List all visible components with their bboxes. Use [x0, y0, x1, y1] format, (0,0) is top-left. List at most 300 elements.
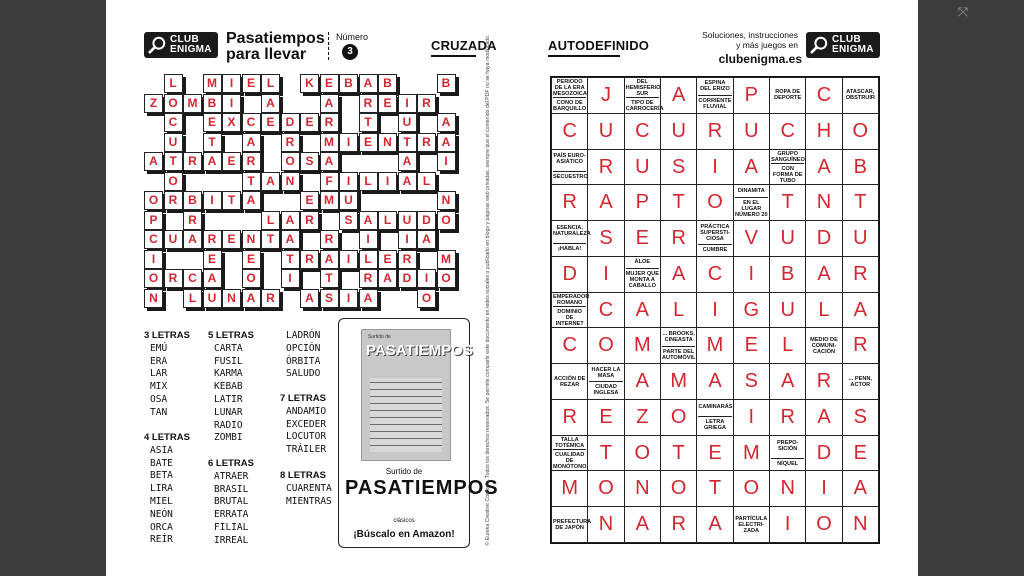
- crossword-cell[interactable]: I: [339, 172, 358, 191]
- autodefinido-clue-cell: [551, 220, 591, 257]
- word-list-item: BRASIL: [214, 483, 249, 495]
- word-list-item: MIENTRAS: [286, 495, 332, 507]
- autodefinido-letter-cell[interactable]: A: [805, 399, 842, 436]
- crossword-cell[interactable]: R: [242, 152, 261, 171]
- crossword-cell[interactable]: I: [359, 230, 378, 249]
- crossword-cell[interactable]: A: [437, 113, 456, 132]
- autodefinido-letter-cell[interactable]: M: [660, 363, 697, 400]
- word-list-item: OSA: [150, 393, 168, 405]
- crossword-cell[interactable]: A: [398, 152, 417, 171]
- autodefinido-letter-cell[interactable]: D: [805, 435, 842, 472]
- crossword-cell[interactable]: R: [164, 269, 183, 288]
- word-list-heading: 5 LETRAS: [208, 330, 254, 341]
- autodefinido-letter-cell[interactable]: V: [733, 220, 770, 257]
- autodefinido-letter-cell[interactable]: T: [660, 184, 697, 221]
- crossword-cell[interactable]: U: [164, 230, 183, 249]
- autodefinido-letter-cell[interactable]: O: [587, 327, 624, 364]
- autodefinido-letter-cell[interactable]: O: [660, 470, 697, 507]
- word-list: [280, 470, 332, 508]
- clue-text: DINAMITA: [737, 187, 765, 194]
- crossword-cell[interactable]: A: [242, 289, 261, 308]
- word-list-item: BRUTAL: [214, 496, 249, 508]
- autodefinido-letter-cell[interactable]: A: [696, 506, 733, 543]
- crossword-cell[interactable]: L: [417, 172, 436, 191]
- crossword-cell[interactable]: M: [320, 133, 339, 152]
- clue-text: ACCIÓN DE REZAR: [553, 375, 586, 388]
- crossword-cell[interactable]: E: [261, 113, 280, 132]
- autodefinido-letter-cell[interactable]: R: [587, 149, 624, 186]
- clue-text: PREFECTURA DE JAPÓN: [553, 518, 592, 531]
- autodefinido-letter-cell[interactable]: A: [733, 149, 770, 186]
- crossword-cell[interactable]: L: [183, 289, 202, 308]
- crossword-cell[interactable]: M: [183, 94, 202, 113]
- clue-text: PARTE DEL AUTOMÓVIL: [662, 346, 695, 361]
- amazon-cta[interactable]: ¡Búscalo en Amazon!: [353, 529, 455, 540]
- crossword-cell[interactable]: I: [339, 133, 358, 152]
- word-list: [144, 432, 190, 547]
- crossword-cell[interactable]: R: [300, 211, 319, 230]
- autodefinido-letter-cell[interactable]: S: [733, 363, 770, 400]
- crossword-cell[interactable]: I: [437, 152, 456, 171]
- crossword-cell[interactable]: A: [281, 230, 300, 249]
- crossword-cell[interactable]: R: [261, 289, 280, 308]
- autodefinido-letter-cell[interactable]: D: [551, 256, 588, 293]
- autodefinido-letter-cell[interactable]: T: [842, 184, 879, 221]
- word-list-item: TAN: [150, 406, 168, 418]
- crossword-cell[interactable]: O: [164, 172, 183, 191]
- autodefinido-letter-cell[interactable]: L: [660, 292, 697, 329]
- crossword-cell[interactable]: T: [359, 113, 378, 132]
- autodefinido-letter-cell[interactable]: A: [660, 256, 697, 293]
- crossword-cell[interactable]: O: [164, 94, 183, 113]
- word-list-item: NEÓN: [150, 508, 173, 520]
- crossword-cell[interactable]: I: [144, 250, 163, 269]
- autodefinido-letter-cell[interactable]: P: [733, 77, 770, 114]
- crossword-cell[interactable]: E: [320, 74, 339, 93]
- crossword-cell[interactable]: T: [398, 133, 417, 152]
- autodefinido-letter-cell[interactable]: T: [769, 184, 806, 221]
- title-line1: Pasatiempos: [226, 30, 325, 47]
- crossword-cell[interactable]: T: [242, 172, 261, 191]
- autodefinido-letter-cell[interactable]: O: [842, 113, 879, 150]
- autodefinido-letter-cell[interactable]: I: [733, 256, 770, 293]
- autodefinido-letter-cell[interactable]: O: [696, 184, 733, 221]
- autodefinido-clue-cell: [842, 363, 879, 400]
- autodefinido-letter-cell[interactable]: T: [587, 435, 624, 472]
- autodefinido-letter-cell[interactable]: R: [805, 363, 842, 400]
- autodefinido-letter-cell[interactable]: P: [624, 184, 661, 221]
- autodefinido-letter-cell[interactable]: U: [587, 113, 624, 150]
- word-list-item: EMÚ: [150, 342, 168, 354]
- autodefinido-letter-cell[interactable]: O: [660, 399, 697, 436]
- crossword-cell[interactable]: F: [320, 172, 339, 191]
- crossword-cell[interactable]: R: [359, 94, 378, 113]
- autodefinido-clue-cell: [696, 77, 733, 114]
- crossword-cell[interactable]: T: [164, 152, 183, 171]
- crossword-cell[interactable]: U: [339, 191, 358, 210]
- crossword-cell[interactable]: N: [281, 172, 300, 191]
- crossword-cell[interactable]: P: [144, 211, 163, 230]
- crossword-cell[interactable]: R: [417, 94, 436, 113]
- crossword-cell[interactable]: I: [339, 289, 358, 308]
- crossword-cell[interactable]: K: [300, 74, 319, 93]
- crossword-cell[interactable]: O: [437, 211, 456, 230]
- autodefinido-letter-cell[interactable]: S: [587, 220, 624, 257]
- crossword-cell[interactable]: A: [144, 152, 163, 171]
- crossword-cell[interactable]: C: [242, 113, 261, 132]
- crossword-cell[interactable]: R: [183, 152, 202, 171]
- autodefinido-letter-cell[interactable]: E: [696, 435, 733, 472]
- crossword-cell[interactable]: L: [261, 74, 280, 93]
- autodefinido-letter-cell[interactable]: M: [624, 327, 661, 364]
- crossword-cell[interactable]: A: [242, 191, 261, 210]
- autodefinido-letter-cell[interactable]: C: [551, 113, 588, 150]
- crossword-cell[interactable]: A: [281, 211, 300, 230]
- crossword-cell[interactable]: X: [222, 113, 241, 132]
- crossword-cell[interactable]: I: [339, 250, 358, 269]
- autodefinido-letter-cell[interactable]: L: [769, 327, 806, 364]
- autodefinido-letter-cell[interactable]: B: [842, 149, 879, 186]
- word-list-heading: 7 LETRAS: [280, 393, 326, 404]
- autodefinido-letter-cell[interactable]: O: [805, 506, 842, 543]
- autodefinido-letter-cell[interactable]: D: [805, 220, 842, 257]
- autodefinido-letter-cell[interactable]: S: [660, 149, 697, 186]
- word-list-item: BATE: [150, 457, 173, 469]
- crossword-cell[interactable]: A: [398, 172, 417, 191]
- autodefinido-letter-cell[interactable]: R: [696, 113, 733, 150]
- crossword-cell[interactable]: I: [281, 269, 300, 288]
- autodefinido-letter-cell[interactable]: H: [805, 113, 842, 150]
- word-list: [286, 330, 320, 381]
- crossword-cell[interactable]: R: [164, 191, 183, 210]
- crossword-cell[interactable]: U: [398, 211, 417, 230]
- autodefinido-letter-cell[interactable]: I: [696, 149, 733, 186]
- word-list-item: FUSIL: [214, 355, 243, 367]
- crossword-cell[interactable]: E: [300, 191, 319, 210]
- autodefinido-letter-cell[interactable]: I: [805, 470, 842, 507]
- crossword-cell[interactable]: B: [378, 74, 397, 93]
- crossword-cell[interactable]: T: [203, 133, 222, 152]
- autodefinido-letter-cell[interactable]: N: [842, 506, 879, 543]
- autodefinido-letter-cell[interactable]: S: [842, 399, 879, 436]
- crossword-cell[interactable]: I: [222, 74, 241, 93]
- word-list-item: LATIR: [214, 393, 243, 405]
- autodefinido-letter-cell[interactable]: A: [624, 292, 661, 329]
- crossword-cell[interactable]: N: [437, 191, 456, 210]
- autodefinido-letter-cell[interactable]: R: [842, 327, 879, 364]
- autodefinido-letter-cell[interactable]: N: [805, 184, 842, 221]
- crossword-cell[interactable]: B: [183, 191, 202, 210]
- crossword-cell[interactable]: L: [378, 211, 397, 230]
- autodefinido-letter-cell[interactable]: R: [551, 399, 588, 436]
- crossword-cell[interactable]: A: [359, 211, 378, 230]
- crossword-cell[interactable]: L: [359, 172, 378, 191]
- crossword-cell[interactable]: E: [222, 152, 241, 171]
- club-enigma-logo-left: CLUB ENIGMA: [144, 32, 218, 58]
- numero-label: Número: [336, 32, 369, 42]
- puzzle-page: [106, 0, 918, 576]
- autodefinido-letter-cell[interactable]: N: [624, 470, 661, 507]
- crossword-cell[interactable]: R: [359, 269, 378, 288]
- word-list-heading: 8 LETRAS: [280, 470, 326, 481]
- crossword-cell[interactable]: M: [320, 191, 339, 210]
- autodefinido-letter-cell[interactable]: T: [696, 470, 733, 507]
- autodefinido-letter-cell[interactable]: T: [660, 435, 697, 472]
- autodefinido-letter-cell[interactable]: I: [769, 506, 806, 543]
- autodefinido-letter-cell[interactable]: U: [624, 149, 661, 186]
- clue-text: CUALIDAD DE MONÓTONO: [553, 449, 586, 470]
- autodefinido-letter-cell[interactable]: R: [842, 256, 879, 293]
- crossword-cell[interactable]: O: [281, 152, 300, 171]
- crossword-cell[interactable]: C: [164, 113, 183, 132]
- crossword-cell[interactable]: U: [203, 289, 222, 308]
- autodefinido-letter-cell[interactable]: B: [769, 256, 806, 293]
- autodefinido-letter-cell[interactable]: A: [805, 149, 842, 186]
- autodefinido-letter-cell[interactable]: I: [696, 292, 733, 329]
- word-list-item: ORCA: [150, 521, 173, 533]
- crossword-cell[interactable]: E: [203, 250, 222, 269]
- promo-title: PASATIEMPOS: [345, 477, 499, 499]
- clue-text: DOMINIO DE INTERNET: [553, 306, 586, 327]
- autodefinido-letter-cell[interactable]: U: [769, 292, 806, 329]
- autodefinido-letter-cell[interactable]: C: [587, 292, 624, 329]
- crossword-cell[interactable]: E: [222, 230, 241, 249]
- crossword-cell[interactable]: I: [398, 230, 417, 249]
- crossword-cell[interactable]: O: [437, 269, 456, 288]
- crossword-cell[interactable]: A: [203, 269, 222, 288]
- word-list-item: OPCIÓN: [286, 342, 321, 354]
- autodefinido-clue-cell: [805, 327, 842, 364]
- crossword-cell[interactable]: I: [417, 269, 436, 288]
- crossword-cell[interactable]: O: [417, 289, 436, 308]
- crossword-cell[interactable]: S: [320, 289, 339, 308]
- crossword-cell[interactable]: T: [320, 269, 339, 288]
- clue-text: ÁLOE: [634, 259, 651, 266]
- crossword-cell[interactable]: M: [437, 250, 456, 269]
- word-list-item: IRREAL: [214, 534, 249, 546]
- word-list-item: ANDAMIO: [286, 405, 327, 417]
- autodefinido-letter-cell[interactable]: A: [842, 292, 879, 329]
- crossword-cell[interactable]: A: [320, 152, 339, 171]
- autodefinido-letter-cell[interactable]: C: [696, 256, 733, 293]
- crossword-cell[interactable]: R: [417, 133, 436, 152]
- clue-text: ROPA DE DEPORTE: [774, 89, 802, 102]
- crossword-cell[interactable]: O: [144, 269, 163, 288]
- crossword-cell[interactable]: A: [320, 94, 339, 113]
- autodefinido-clue-cell: [551, 435, 588, 472]
- autodefinido-letter-cell[interactable]: A: [624, 363, 661, 400]
- autodefinido-letter-cell[interactable]: U: [842, 220, 879, 257]
- autodefinido-letter-cell[interactable]: A: [696, 363, 733, 400]
- word-list-item: ÓRBITA: [286, 355, 321, 367]
- crossword-cell[interactable]: A: [203, 152, 222, 171]
- crossword-cell[interactable]: S: [300, 152, 319, 171]
- clue-text: CONO DE BARQUILLO: [553, 97, 586, 112]
- autodefinido-letter-cell[interactable]: L: [805, 292, 842, 329]
- word-list-item: LAR: [150, 368, 168, 380]
- word-list-item: KEBAB: [214, 381, 243, 393]
- crossword-cell[interactable]: A: [359, 74, 378, 93]
- crossword-cell[interactable]: U: [398, 113, 417, 132]
- crossword-cell[interactable]: E: [203, 113, 222, 132]
- section-cruzada: CRUZADA: [431, 38, 497, 53]
- autodefinido-letter-cell[interactable]: M: [733, 435, 770, 472]
- crossword-cell[interactable]: E: [378, 94, 397, 113]
- crossword-cell[interactable]: A: [417, 230, 436, 249]
- club-enigma-logo-right: CLUB ENIGMA: [806, 32, 880, 58]
- crossword-cell[interactable]: B: [339, 74, 358, 93]
- exit-fullscreen-icon[interactable]: ⤧: [957, 4, 969, 19]
- autodefinido-clue-cell: [551, 149, 588, 186]
- word-list-item: FILIAL: [214, 521, 249, 533]
- crossword-cell[interactable]: U: [164, 133, 183, 152]
- crossword-cell[interactable]: A: [320, 250, 339, 269]
- crossword-cell[interactable]: E: [359, 133, 378, 152]
- crossword-cell[interactable]: O: [242, 269, 261, 288]
- autodefinido-letter-cell[interactable]: C: [805, 77, 842, 114]
- crossword-cell[interactable]: E: [242, 74, 261, 93]
- clue-text: MEDIO DE COMUNI-CACIÓN: [810, 336, 838, 355]
- clue-text: LETRA GRIEGA: [698, 416, 731, 431]
- autodefinido-letter-cell[interactable]: C: [551, 327, 588, 364]
- autodefinido-letter-cell[interactable]: A: [587, 184, 624, 221]
- crossword-cell[interactable]: S: [339, 211, 358, 230]
- autodefinido-letter-cell[interactable]: R: [769, 399, 806, 436]
- crossword-cell[interactable]: E: [378, 250, 397, 269]
- crossword-cell[interactable]: R: [300, 250, 319, 269]
- clue-text: ESENCIA, NATURALEZA: [553, 225, 591, 237]
- crossword-cell[interactable]: L: [261, 211, 280, 230]
- autodefinido-letter-cell[interactable]: E: [842, 435, 879, 472]
- autodefinido-clue-cell: [733, 184, 770, 221]
- clue-text: CIUDAD INGLESA: [589, 381, 622, 396]
- autodefinido-letter-cell[interactable]: A: [805, 256, 842, 293]
- crossword-cell[interactable]: O: [144, 191, 163, 210]
- crossword-cell[interactable]: A: [183, 230, 202, 249]
- clue-text: HACER LA MASA: [591, 366, 621, 379]
- autodefinido-letter-cell[interactable]: R: [660, 220, 697, 257]
- crossword-cell[interactable]: I: [378, 172, 397, 191]
- legal-notice: © Eureka Creative Contents. Todos los derechos reservados. Se permite compartir este documento en redes sociales o publicarlo en blogs y páginas web privadas, siempre que el contenido del PDF no se haya modificado.: [485, 34, 491, 546]
- autodefinido-letter-cell[interactable]: A: [660, 77, 697, 114]
- crossword-cell[interactable]: E: [300, 113, 319, 132]
- crossword-cell[interactable]: C: [183, 269, 202, 288]
- autodefinido-clue-cell: [733, 506, 770, 543]
- word-list-item: EXCEDER: [286, 418, 327, 430]
- numero-box: [332, 32, 382, 62]
- autodefinido-letter-cell[interactable]: E: [733, 327, 770, 364]
- crossword-cell[interactable]: B: [437, 74, 456, 93]
- autodefinido-letter-cell[interactable]: C: [769, 113, 806, 150]
- crossword-cell[interactable]: A: [359, 289, 378, 308]
- autodefinido-letter-cell[interactable]: R: [551, 184, 588, 221]
- crossword-cell[interactable]: N: [242, 230, 261, 249]
- clue-text: EN EL LUGAR NÚMERO 20: [735, 197, 768, 218]
- clue-text: CORRIENTE FLUVIAL: [698, 95, 731, 110]
- autodefinido-letter-cell[interactable]: M: [551, 470, 588, 507]
- clue-text: PAÍS EURO-ASIÁTICO: [553, 153, 586, 166]
- crossword-cell[interactable]: L: [164, 74, 183, 93]
- crossword-cell[interactable]: A: [261, 94, 280, 113]
- autodefinido-letter-cell[interactable]: M: [696, 327, 733, 364]
- crossword-cell[interactable]: A: [261, 172, 280, 191]
- clubenigma-url[interactable]: clubenigma.es: [718, 52, 802, 66]
- autodefinido-clue-cell: [696, 220, 733, 257]
- crossword-cell[interactable]: Z: [144, 94, 163, 113]
- word-list-item: LADRÓN: [286, 330, 321, 341]
- autodefinido-letter-cell[interactable]: E: [587, 399, 624, 436]
- autodefinido-letter-cell[interactable]: G: [733, 292, 770, 329]
- crossword-cell[interactable]: I: [398, 94, 417, 113]
- amazon-promo[interactable]: [338, 318, 499, 548]
- autodefinido-letter-cell[interactable]: E: [624, 220, 661, 257]
- info-text: Soluciones, instrucciones y más juegos en: [702, 30, 798, 50]
- word-list-heading: 6 LETRAS: [208, 458, 254, 469]
- crossword-cell[interactable]: A: [300, 289, 319, 308]
- crossword-cell[interactable]: L: [359, 250, 378, 269]
- crossword-cell[interactable]: A: [378, 269, 397, 288]
- crossword-cell[interactable]: D: [417, 211, 436, 230]
- clue-text: EMPERADOR ROMANO: [553, 293, 590, 306]
- autodefinido-letter-cell[interactable]: O: [624, 435, 661, 472]
- autodefinido-letter-cell[interactable]: I: [733, 399, 770, 436]
- crossword-cell[interactable]: I: [203, 191, 222, 210]
- autodefinido-letter-cell[interactable]: U: [769, 220, 806, 257]
- autodefinido-letter-cell[interactable]: A: [842, 470, 879, 507]
- crossword-cell[interactable]: T: [222, 191, 241, 210]
- word-list: [280, 393, 327, 457]
- autodefinido-letter-cell[interactable]: I: [587, 256, 624, 293]
- clue-text: PREPO-SICIÓN: [776, 439, 799, 452]
- crossword-cell[interactable]: B: [203, 94, 222, 113]
- autodefinido-letter-cell[interactable]: U: [660, 113, 697, 150]
- clue-text: TALLA TOTÉMICA: [555, 436, 585, 449]
- crossword-cell[interactable]: I: [222, 94, 241, 113]
- crossword-cell[interactable]: R: [398, 250, 417, 269]
- crossword-cell[interactable]: R: [281, 133, 300, 152]
- crossword-cell[interactable]: N: [144, 289, 163, 308]
- clue-text: TIPO DE CARROCERÍA: [626, 97, 659, 112]
- autodefinido-letter-cell[interactable]: Z: [624, 399, 661, 436]
- crossword-cell[interactable]: D: [281, 113, 300, 132]
- crossword-cell[interactable]: M: [203, 74, 222, 93]
- crossword-cell[interactable]: N: [378, 133, 397, 152]
- autodefinido-letter-cell[interactable]: N: [769, 470, 806, 507]
- crossword-cell[interactable]: C: [144, 230, 163, 249]
- crossword-cell[interactable]: T: [261, 230, 280, 249]
- autodefinido-letter-cell[interactable]: C: [624, 113, 661, 150]
- crossword-cell[interactable]: A: [242, 133, 261, 152]
- crossword-cell[interactable]: D: [398, 269, 417, 288]
- autodefinido-letter-cell[interactable]: N: [587, 506, 624, 543]
- autodefinido-letter-cell[interactable]: A: [624, 506, 661, 543]
- crossword-cell[interactable]: E: [242, 250, 261, 269]
- autodefinido-letter-cell[interactable]: R: [660, 506, 697, 543]
- crossword-cell[interactable]: A: [437, 133, 456, 152]
- crossword-cell[interactable]: R: [320, 230, 339, 249]
- crossword-cell[interactable]: R: [203, 230, 222, 249]
- crossword-cell[interactable]: N: [222, 289, 241, 308]
- crossword-cell[interactable]: R: [320, 113, 339, 132]
- autodefinido-letter-cell[interactable]: O: [587, 470, 624, 507]
- autodefinido-letter-cell[interactable]: A: [769, 363, 806, 400]
- crossword-cell[interactable]: R: [183, 211, 202, 230]
- autodefinido-letter-cell[interactable]: U: [733, 113, 770, 150]
- crossword-cell[interactable]: T: [281, 250, 300, 269]
- autodefinido-letter-cell[interactable]: O: [733, 470, 770, 507]
- clue-text: DEL HEMISFERIO SUR: [625, 79, 661, 97]
- autodefinido-letter-cell[interactable]: J: [587, 77, 624, 114]
